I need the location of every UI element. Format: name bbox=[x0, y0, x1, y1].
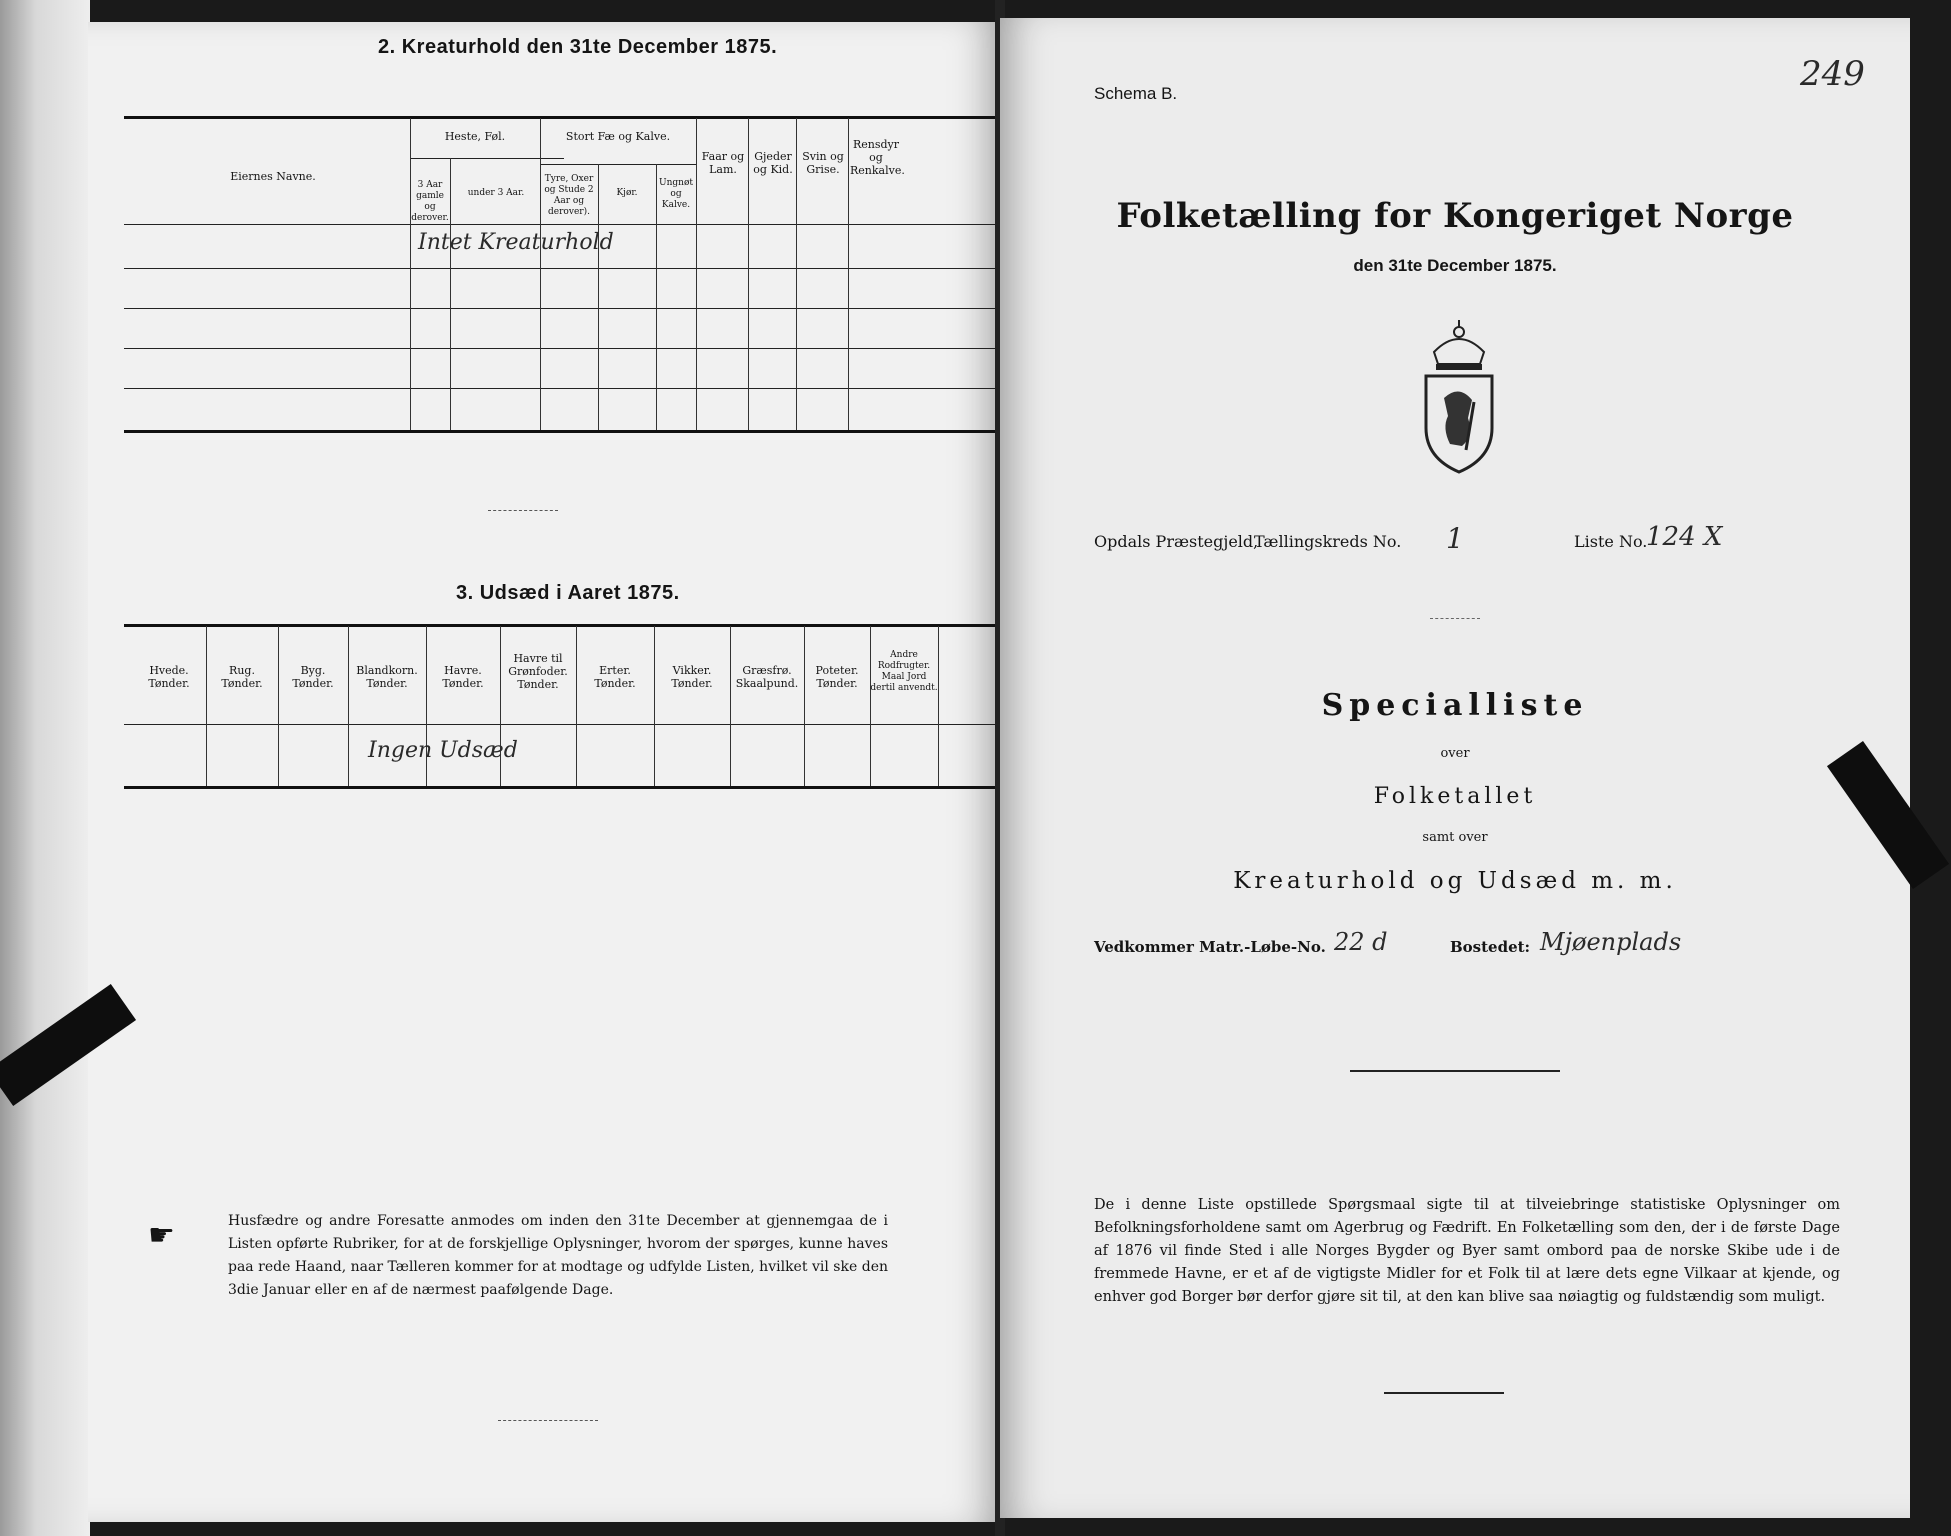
udsaed-col-2: Rug. Tønder. bbox=[221, 664, 263, 690]
list-value: 124 X bbox=[1646, 522, 1723, 552]
date-line: den 31te December 1875. bbox=[1353, 256, 1557, 275]
bosted-value: Mjøenplads bbox=[1540, 928, 1682, 956]
main-title: Folketælling for Kongeriget Norge bbox=[1116, 196, 1794, 236]
right-page bbox=[1000, 18, 1910, 1518]
samt-over-label: samt over bbox=[1422, 830, 1488, 845]
notice-text: Husfædre og andre Foresatte anmodes om inden den 31te December at gjennemgaa de i Listen opførte Rubriker, for at de forskjellige Oplysninger, hvorom der spørges, kunne haves paa rede Haand, naar Tælleren kommer for at modtage og udfylde Listen, hvilket vil ske den 3die Januar eller en af de nærmest paafølgende Dage. bbox=[228, 1213, 888, 1298]
cattle-sub2: Kjør. bbox=[616, 188, 638, 198]
schema-label: Schema B. bbox=[1094, 84, 1178, 103]
horses-sub1: 3 Aar gamle og derover. bbox=[411, 180, 449, 223]
udsaed-col-7: Erter. Tønder. bbox=[594, 664, 636, 690]
left-page bbox=[88, 22, 1000, 1522]
section3-handwritten-entry: Ingen Udsæd bbox=[368, 738, 518, 763]
parish-label: Opdals Præstegjeld, bbox=[1094, 532, 1259, 551]
folketallet-label: Folketallet bbox=[1373, 784, 1537, 809]
udsaed-col-8: Vikker. Tønder. bbox=[671, 664, 713, 690]
cattle-sub3: Ungnøt og Kalve. bbox=[659, 178, 693, 210]
district-label: Tællingskreds No. bbox=[1254, 532, 1402, 551]
bosted-label: Bostedet: bbox=[1450, 938, 1531, 956]
udsaed-col-6: Havre til Grønfoder. Tønder. bbox=[508, 652, 568, 691]
horses-header: Heste, Føl. bbox=[444, 130, 506, 143]
owners-header: Eiernes Navne. bbox=[230, 170, 316, 183]
udsaed-col-9: Græsfrø. Skaalpund. bbox=[735, 664, 799, 690]
udsaed-col-11: Andre Rodfrugter. Maal Jord dertil anvendt. bbox=[870, 650, 938, 693]
book-edge bbox=[0, 0, 90, 1536]
norway-coat-of-arms-icon bbox=[1414, 318, 1504, 478]
udsaed-col-4: Blandkorn. Tønder. bbox=[356, 664, 418, 690]
over-label: over bbox=[1440, 746, 1470, 761]
list-label: Liste No. bbox=[1574, 532, 1648, 551]
district-value: 1 bbox=[1446, 522, 1464, 555]
horses-sub2: under 3 Aar. bbox=[467, 188, 525, 198]
goats-header: Gjeder og Kid. bbox=[753, 150, 793, 176]
section2-title: 2. Kreaturhold den 31te December 1875. bbox=[378, 36, 778, 58]
kreatur-line: Kreaturhold og Udsæd m. m. bbox=[1233, 868, 1677, 894]
matr-label: Vedkommer Matr.-Løbe-No. bbox=[1094, 938, 1326, 956]
cattle-header: Stort Fæ og Kalve. bbox=[565, 130, 671, 143]
pigs-header: Svin og Grise. bbox=[802, 150, 844, 176]
udsaed-col-3: Byg. Tønder. bbox=[292, 664, 334, 690]
section2-handwritten-entry: Intet Kreaturhold bbox=[418, 230, 614, 255]
udsaed-col-1: Hvede. Tønder. bbox=[148, 664, 190, 690]
cattle-sub1: Tyre, Oxer og Stude 2 Aar og derover). bbox=[544, 174, 594, 217]
special-title: Specialliste bbox=[1321, 688, 1589, 723]
pointing-hand-icon: ☛ bbox=[148, 1218, 175, 1253]
footer-paragraph: De i denne Liste opstillede Spørgsmaal sigte til at tilveiebringe statistiske Oplysninger om Befolkningsforholdene samt om Agerbrug og Fædrift. En Folketælling som den, der i de første Dage af 1876 vil finde Sted i alle Norges Bygder og Byer samt ombord paa de norske Skibe ude i de fremmede Havne, er et af de vigtigste Midler for et Folk til at lære dets egne Vilkaar at kjende, og enhver god Borger bør derfor gjøre sit til, at den kan blive saa nøiagtig og fuldstændig som muligt. bbox=[1094, 1197, 1840, 1305]
udsaed-col-10: Poteter. Tønder. bbox=[815, 664, 859, 690]
udsaed-col-5: Havre. Tønder. bbox=[442, 664, 484, 690]
section3-title: 3. Udsæd i Aaret 1875. bbox=[456, 582, 680, 604]
sheep-header: Faar og Lam. bbox=[701, 150, 745, 176]
matr-value: 22 d bbox=[1334, 928, 1388, 956]
reindeer-header: Rensdyr og Renkalve. bbox=[850, 138, 905, 177]
page-number: 249 bbox=[1800, 54, 1865, 94]
